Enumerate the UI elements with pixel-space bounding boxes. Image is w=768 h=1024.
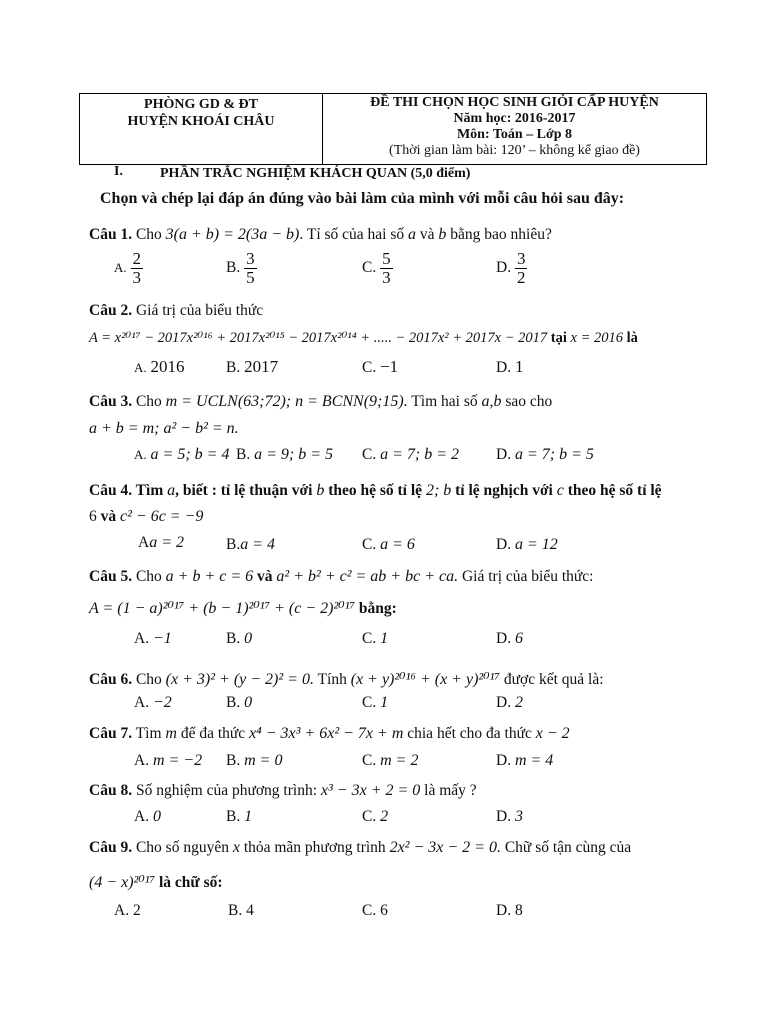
q5-option-c-value: 1: [380, 630, 389, 647]
q5-option-b-label: B.: [226, 630, 241, 647]
q3-vars: a,b: [481, 393, 502, 410]
q6-option-a-value: −2: [152, 694, 172, 711]
q7-option-c-value: m = 2: [380, 752, 419, 769]
header-left-cell: [80, 94, 323, 164]
q4-label: Câu 4.: [89, 482, 133, 499]
q6-text-2: Tính: [313, 671, 351, 688]
q7-option-c: [362, 752, 418, 770]
q1-text-4: bằng bao nhiêu?: [446, 226, 552, 243]
q2-option-b: [226, 357, 278, 377]
q1-label: Câu 1.: [89, 226, 133, 243]
q6-option-b-label: B.: [226, 694, 241, 711]
q1-option-c: [362, 250, 393, 287]
q2-option-a-label: A.: [134, 360, 147, 375]
district-name: HUYỆN KHOÁI CHÂU: [127, 114, 275, 129]
q4-var-b: b: [316, 482, 325, 499]
q1-var-b: b: [438, 226, 447, 243]
q8-option-a-label: A.: [134, 808, 150, 825]
q8-option-b: [226, 808, 252, 826]
q5-option-c-label: C.: [362, 630, 377, 647]
q3-option-c-label: C.: [362, 446, 377, 463]
q2-option-b-value: 2017: [244, 357, 279, 376]
q5-text: Cho: [132, 568, 166, 585]
q9-text-3: Chữ số tận cùng của: [500, 839, 632, 856]
q6-option-d-label: D.: [496, 694, 512, 711]
q3-option-a-label: A.: [134, 447, 147, 462]
q3-option-c-value: a = 7; b = 2: [380, 446, 460, 463]
q3-option-b: [236, 446, 333, 464]
q1-text-2: . Tỉ số của hai số: [299, 226, 409, 243]
q9-text: Cho số nguyên: [132, 839, 233, 856]
q4-text-5: tỉ lệ nghịch với: [451, 482, 557, 499]
q1-text-3: và: [416, 226, 439, 243]
q1-c-num: 5: [382, 249, 391, 268]
time-note: (Thời gian làm bài: 120’ – không kể giao đề): [389, 143, 640, 158]
q5-text-2: và: [253, 568, 277, 585]
q5-label: Câu 5.: [89, 568, 133, 585]
department-name: PHÒNG GD & ĐT: [144, 97, 258, 112]
q4-text: Tìm: [132, 482, 168, 499]
q5-option-b-value: 0: [244, 630, 253, 647]
q4-six: 6: [89, 508, 97, 525]
q4-option-a: [138, 534, 184, 552]
q4-option-d-label: D.: [496, 536, 512, 553]
q1-math: 3(a + b) = 2(3a − b): [165, 226, 300, 243]
q3-option-a: [134, 446, 229, 464]
q4-option-c-label: C.: [362, 536, 377, 553]
question-7: [89, 725, 570, 743]
q2-math: A = x²⁰¹⁷ − 2017x²⁰¹⁶ + 2017x²⁰¹⁵ − 2017x²⁰¹⁴ + ..... − 2017x² + 2017x − 2017: [89, 330, 548, 346]
q9-option-b: B. 4: [228, 902, 254, 919]
exam-header-table: [79, 93, 707, 165]
q4-option-b: [226, 536, 275, 554]
q4-var-c: c: [556, 482, 564, 499]
q4-option-c-value: a = 6: [380, 536, 415, 553]
q2-option-c: [362, 357, 398, 377]
q9-label: Câu 9.: [89, 839, 133, 856]
q7-option-d-label: D.: [496, 752, 512, 769]
q5-math-1: a + b + c = 6: [165, 568, 254, 585]
q7-option-d-value: m = 4: [514, 752, 554, 769]
q6-math-1: (x + 3)² + (y − 2)² = 0.: [165, 671, 314, 688]
q4-text-7: và: [96, 508, 120, 525]
q1-c-den: 3: [382, 268, 391, 287]
q3-text-3: sao cho: [501, 393, 553, 410]
q7-option-b-label: B.: [226, 752, 241, 769]
q9-text-2: thỏa mãn phương trình: [239, 839, 390, 856]
q4-math: c² − 6c = −9: [120, 508, 204, 525]
q5-option-a-value: −1: [152, 630, 172, 647]
q1-option-a-label: A.: [114, 260, 127, 276]
q3-option-d-label: D.: [496, 446, 512, 463]
question-6: [89, 669, 604, 689]
q6-option-b: [226, 694, 252, 712]
q8-text: Số nghiệm của phương trình:: [132, 782, 321, 799]
q4-option-c: [362, 536, 415, 554]
q3-option-a-value: a = 5; b = 4: [150, 446, 230, 463]
q4-text-3: tỉ lệ thuận với: [220, 482, 317, 499]
q3-option-b-label: B.: [236, 446, 251, 463]
q5-math-2: a² + b² + c² = ab + bc + ca.: [276, 568, 459, 585]
q7-text: Tìm: [132, 725, 166, 742]
q5-option-a-label: A.: [134, 630, 150, 647]
q1-a-num: 2: [132, 249, 142, 268]
subject: Môn: Toán – Lớp 8: [456, 127, 573, 142]
q5-option-d-value: 6: [514, 630, 523, 647]
q1-var-a: a: [408, 226, 417, 243]
q8-option-b-value: 1: [244, 808, 253, 825]
q6-math-2: (x + y)²⁰¹⁶ + (x + y)²⁰¹⁷: [350, 671, 500, 688]
q1-option-b: [226, 250, 257, 287]
q4-text-2: , biết :: [175, 482, 221, 499]
q1-d-den: 2: [516, 268, 526, 287]
q4-line-2: [89, 508, 203, 526]
q6-option-c-value: 1: [380, 694, 389, 711]
q4-option-b-value: a = 4: [240, 536, 276, 553]
q1-option-c-label: C.: [362, 259, 377, 277]
q7-math-1: x⁴ − 3x³ + 6x² − 7x + m: [249, 725, 404, 742]
q7-label: Câu 7.: [89, 725, 133, 742]
q8-option-b-label: B.: [226, 808, 241, 825]
q1-text: Cho: [132, 226, 166, 243]
q2-option-d-value: 1: [514, 357, 524, 376]
q5-option-c: [362, 630, 388, 648]
q8-math: x³ − 3x + 2 = 0: [320, 782, 421, 799]
q2-label: Câu 2.: [89, 302, 133, 319]
q1-option-d-label: D.: [496, 259, 512, 277]
question-9: [89, 839, 631, 857]
q9-option-c: C. 6: [362, 902, 388, 919]
q7-option-d: [496, 752, 553, 770]
q7-text-2: để đa thức: [176, 725, 250, 742]
q9-line-2: [89, 872, 223, 892]
question-4: [89, 482, 662, 500]
q3-option-b-value: a = 9; b = 5: [254, 446, 334, 463]
q2-option-c-label: C.: [362, 359, 377, 376]
question-3: [89, 393, 552, 411]
q9-option-a: A. 2: [114, 902, 141, 919]
section-title: PHẦN TRẮC NGHIỆM KHÁCH QUAN (5,0 điểm): [160, 166, 471, 181]
q1-a-den: 3: [132, 268, 142, 287]
q2-text-3: là: [623, 330, 638, 346]
q7-text-3: chia hết cho đa thức: [403, 725, 536, 742]
q1-option-a: [114, 250, 143, 287]
q3-option-d: [496, 446, 594, 464]
q7-math-2: x − 2: [535, 725, 570, 742]
q6-option-a: [134, 694, 172, 712]
q4-text-6: theo hệ số tỉ lệ: [563, 482, 662, 499]
q5-line-2: [89, 598, 397, 618]
q8-option-a-value: 0: [152, 808, 161, 825]
q8-text-2: là mấy ?: [420, 782, 477, 799]
instruction: Chọn và chép lại đáp án đúng vào bài làm của mình với mỗi câu hỏi sau đây:: [100, 190, 625, 207]
question-8: [89, 782, 477, 800]
q2-option-b-label: B.: [226, 359, 241, 376]
q4-option-a-label: A: [138, 534, 150, 551]
q9-option-d: D. 8: [496, 902, 523, 919]
question-5: [89, 568, 593, 586]
q5-option-a: [134, 630, 172, 648]
q3-option-c: [362, 446, 459, 464]
q7-option-c-label: C.: [362, 752, 377, 769]
q3-label: Câu 3.: [89, 393, 133, 410]
q1-d-num: 3: [516, 249, 526, 268]
q4-option-b-label: B.: [226, 536, 241, 553]
q8-option-c-value: 2: [380, 808, 389, 825]
q5-text-4: bằng:: [355, 600, 397, 617]
q8-label: Câu 8.: [89, 782, 133, 799]
q2-option-a: [134, 357, 185, 377]
q9-math-1: 2x² − 3x − 2 = 0.: [389, 839, 501, 856]
q9-text-4: là chữ số:: [155, 874, 223, 891]
q5-option-d-label: D.: [496, 630, 512, 647]
q1-b-den: 5: [246, 268, 255, 287]
q5-option-d: [496, 630, 523, 648]
question-1: [89, 226, 552, 244]
q1-option-b-label: B.: [226, 259, 241, 277]
q2-math-2: x = 2016: [570, 330, 623, 346]
q2-expression-line: [89, 330, 638, 347]
q6-option-d: [496, 694, 523, 712]
q4-coef: 2; b: [425, 482, 452, 499]
q9-var-x: x: [232, 839, 240, 856]
q6-text: Cho: [132, 671, 166, 688]
q8-option-c: [362, 808, 388, 826]
q2-option-d-label: D.: [496, 359, 512, 376]
q8-option-d: [496, 808, 523, 826]
q3-condition: [89, 420, 239, 438]
q6-label: Câu 6.: [89, 671, 133, 688]
header-right-cell: [323, 94, 706, 164]
q6-option-c-label: C.: [362, 694, 377, 711]
q4-option-d-value: a = 12: [514, 536, 558, 553]
q8-option-d-label: D.: [496, 808, 512, 825]
q7-option-a-label: A.: [134, 752, 150, 769]
q5-option-b: [226, 630, 252, 648]
q2-text: Giá trị của biểu thức: [132, 302, 264, 319]
q6-option-b-value: 0: [244, 694, 253, 711]
q3-text-2: Tìm hai số: [407, 393, 482, 410]
q8-option-c-label: C.: [362, 808, 377, 825]
q2-option-c-value: −1: [380, 357, 399, 376]
q6-option-c: [362, 694, 388, 712]
q2-option-d: [496, 357, 523, 377]
q3-condition-math: a + b = m; a² − b² = n.: [89, 420, 239, 437]
q7-option-b: [226, 752, 282, 770]
q4-text-4: theo hệ số tỉ lệ: [324, 482, 426, 499]
q7-option-b-value: m = 0: [244, 752, 283, 769]
school-year: Năm học: 2016-2017: [453, 111, 576, 126]
question-2: [89, 302, 263, 320]
q7-var-m: m: [165, 725, 177, 742]
section-number: I.: [114, 164, 123, 179]
q6-text-3: được kết quả là:: [499, 671, 604, 688]
q1-b-num: 3: [246, 249, 255, 268]
q3-text: Cho: [132, 393, 166, 410]
q4-var-a: a: [167, 482, 176, 499]
q8-option-a: [134, 808, 161, 826]
q6-option-a-label: A.: [134, 694, 150, 711]
q5-expression: A = (1 − a)²⁰¹⁷ + (b − 1)²⁰¹⁷ + (c − 2)²⁰¹⁷: [89, 600, 356, 617]
q2-option-a-value: 2016: [150, 357, 185, 376]
exam-title: ĐỀ THI CHỌN HỌC SINH GIỎI CẤP HUYỆN: [370, 95, 659, 110]
q2-text-2: tại: [547, 330, 571, 346]
q3-math: m = UCLN(63;72); n = BCNN(9;15).: [165, 393, 408, 410]
q7-option-a: [134, 752, 202, 770]
q4-option-d: [496, 536, 558, 554]
q4-option-a-value: a = 2: [149, 534, 184, 551]
q5-text-3: Giá trị của biểu thức:: [458, 568, 594, 585]
q7-option-a-value: m = −2: [152, 752, 203, 769]
q6-option-d-value: 2: [514, 694, 523, 711]
q3-option-d-value: a = 7; b = 5: [514, 446, 594, 463]
q8-option-d-value: 3: [514, 808, 523, 825]
q9-math-2: (4 − x)²⁰¹⁷: [89, 874, 156, 891]
q1-option-d: [496, 250, 527, 287]
